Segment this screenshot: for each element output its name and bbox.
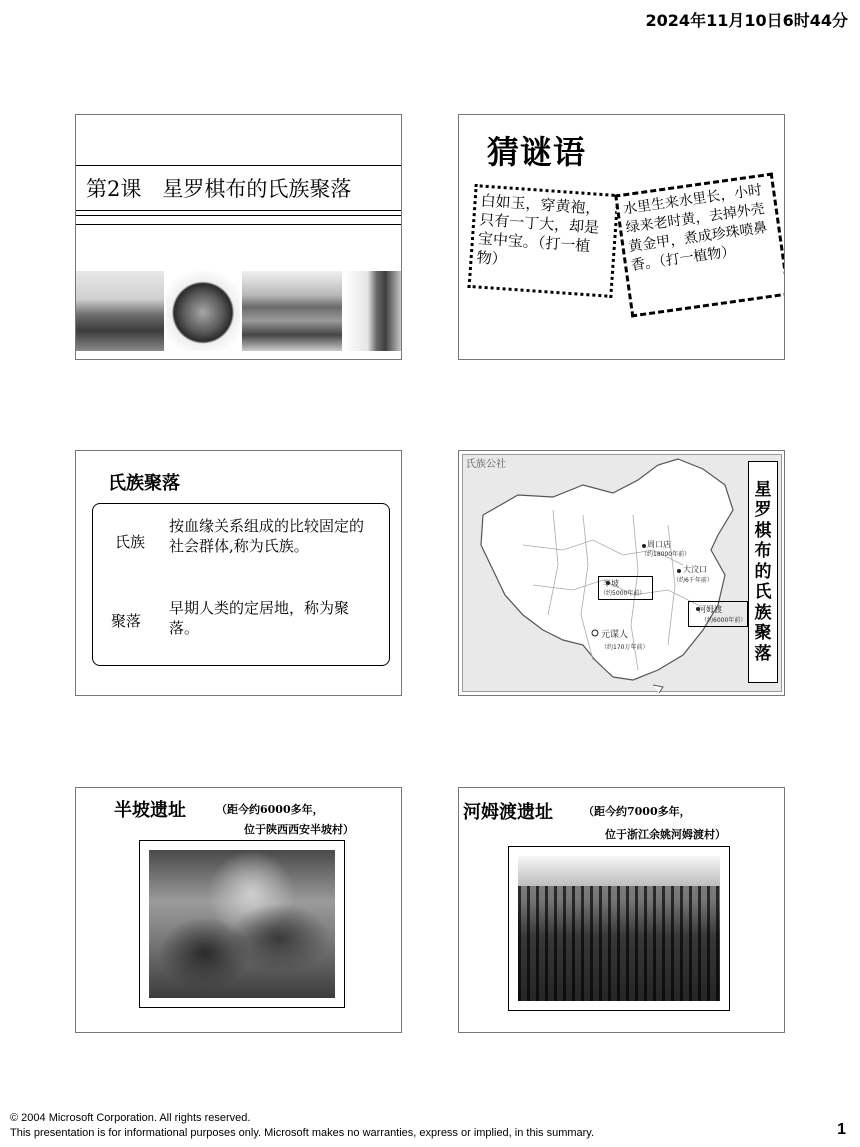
banpo-site-note-line1: （距今约6000多年， — [216, 803, 324, 816]
copyright-line: © 2004 Microsoft Corporation. All rights reserved. — [10, 1112, 251, 1124]
hemudu-photo-frame — [508, 846, 730, 1011]
note-zhoukoudian: （约18000年前） — [641, 551, 691, 558]
house-photo — [76, 271, 164, 351]
label-yuanmou: 元谋人 — [601, 630, 629, 640]
pottery-bowl-photo — [166, 271, 240, 351]
vertical-title-char: 罗 — [754, 500, 772, 521]
disclaimer-line: This presentation is for informational purposes only. Microsoft makes no warranties, express or implied, in this summary. — [10, 1127, 595, 1139]
slide-1-title-band — [76, 165, 401, 211]
copyright-footer — [10, 1111, 594, 1141]
vertical-title-char: 氏 — [754, 582, 772, 603]
banpo-excavation-photo — [149, 850, 335, 998]
site-dot-yuanmou — [592, 630, 598, 636]
note-dawenkou: （约6千年前） — [673, 577, 713, 584]
definition-settlement: 早期人类的定居地，称为聚落。 — [169, 599, 350, 637]
definition-clan: 按血缘关系组成的比较固定的社会群体,称为氏族。 — [169, 517, 365, 555]
site-dot-dawenkou — [677, 569, 681, 573]
slide-5-thumbnail[interactable] — [75, 787, 402, 1033]
vertical-title-char: 星 — [754, 479, 772, 500]
slide-6-thumbnail[interactable] — [458, 787, 785, 1033]
vertical-title — [748, 461, 778, 683]
banpo-site-title: 半坡遗址 — [114, 800, 186, 821]
hemudu-site-note-line2: 位于浙江余姚河姆渡村） — [605, 828, 726, 841]
slide-1-thumbnail[interactable] — [75, 114, 402, 360]
vertical-title-char: 族 — [754, 602, 772, 623]
hemudu-site-title: 河姆渡遗址 — [463, 802, 553, 823]
hemudu-site-note-line1: （距今约7000多年， — [583, 805, 691, 818]
map-caption: 氏族公社 — [466, 459, 506, 470]
vertical-title-char: 落 — [754, 643, 772, 664]
highlight-box-hemudu — [688, 601, 748, 627]
tool-photo — [344, 271, 402, 351]
vertical-title-char: 聚 — [754, 623, 772, 644]
slide-3-title: 氏族聚落 — [108, 473, 180, 494]
term-settlement: 聚落 — [111, 612, 142, 630]
slide-4-thumbnail[interactable] — [458, 450, 785, 696]
title-divider — [76, 215, 401, 225]
label-zhoukoudian: 周口店 — [647, 540, 671, 549]
china-map — [462, 454, 782, 692]
banpo-site-note-line2: 位于陕西西安半坡村） — [244, 823, 354, 836]
artifact-photo — [242, 271, 342, 351]
site-dot-zhoukoudian — [642, 544, 646, 548]
highlight-box-banpo — [598, 576, 653, 600]
vertical-title-char: 布 — [754, 541, 772, 562]
print-timestamp: 2024年11月10日6时44分 — [645, 11, 848, 30]
vertical-title-char: 的 — [754, 561, 772, 582]
riddle-card-2: 水里生来水里长，小时绿来老时黄，去掉外壳黄金甲，煮成珍珠喷鼻香。（打一植物） — [614, 172, 785, 317]
riddle-card-1: 白如玉，穿黄袍，只有一丁大，却是宝中宝。（打一植物） — [468, 184, 620, 298]
note-banpo: （约5000年前） — [600, 590, 646, 597]
note-yuanmou: （约170万年前） — [601, 644, 649, 651]
label-hemudu: 河姆渡 — [698, 605, 722, 614]
note-hemudu: （约6000年前） — [701, 617, 747, 624]
slide-2-thumbnail[interactable] — [458, 114, 785, 360]
china-map-outline — [463, 455, 783, 693]
label-dawenkou: 大汶口 — [683, 565, 707, 574]
term-clan: 氏族 — [115, 533, 146, 551]
page-number: 1 — [837, 1121, 846, 1138]
vertical-title-char: 棋 — [754, 520, 772, 541]
hemudu-photo-sky — [518, 856, 720, 886]
slide-3-thumbnail[interactable] — [75, 450, 402, 696]
banpo-photo-frame — [139, 840, 345, 1008]
slide-1-title: 第2课 星罗棋布的氏族聚落 — [86, 177, 352, 201]
riddle-heading: 猜谜语 — [487, 133, 587, 171]
definition-box — [92, 503, 390, 666]
label-banpo: 半坡 — [603, 579, 619, 588]
